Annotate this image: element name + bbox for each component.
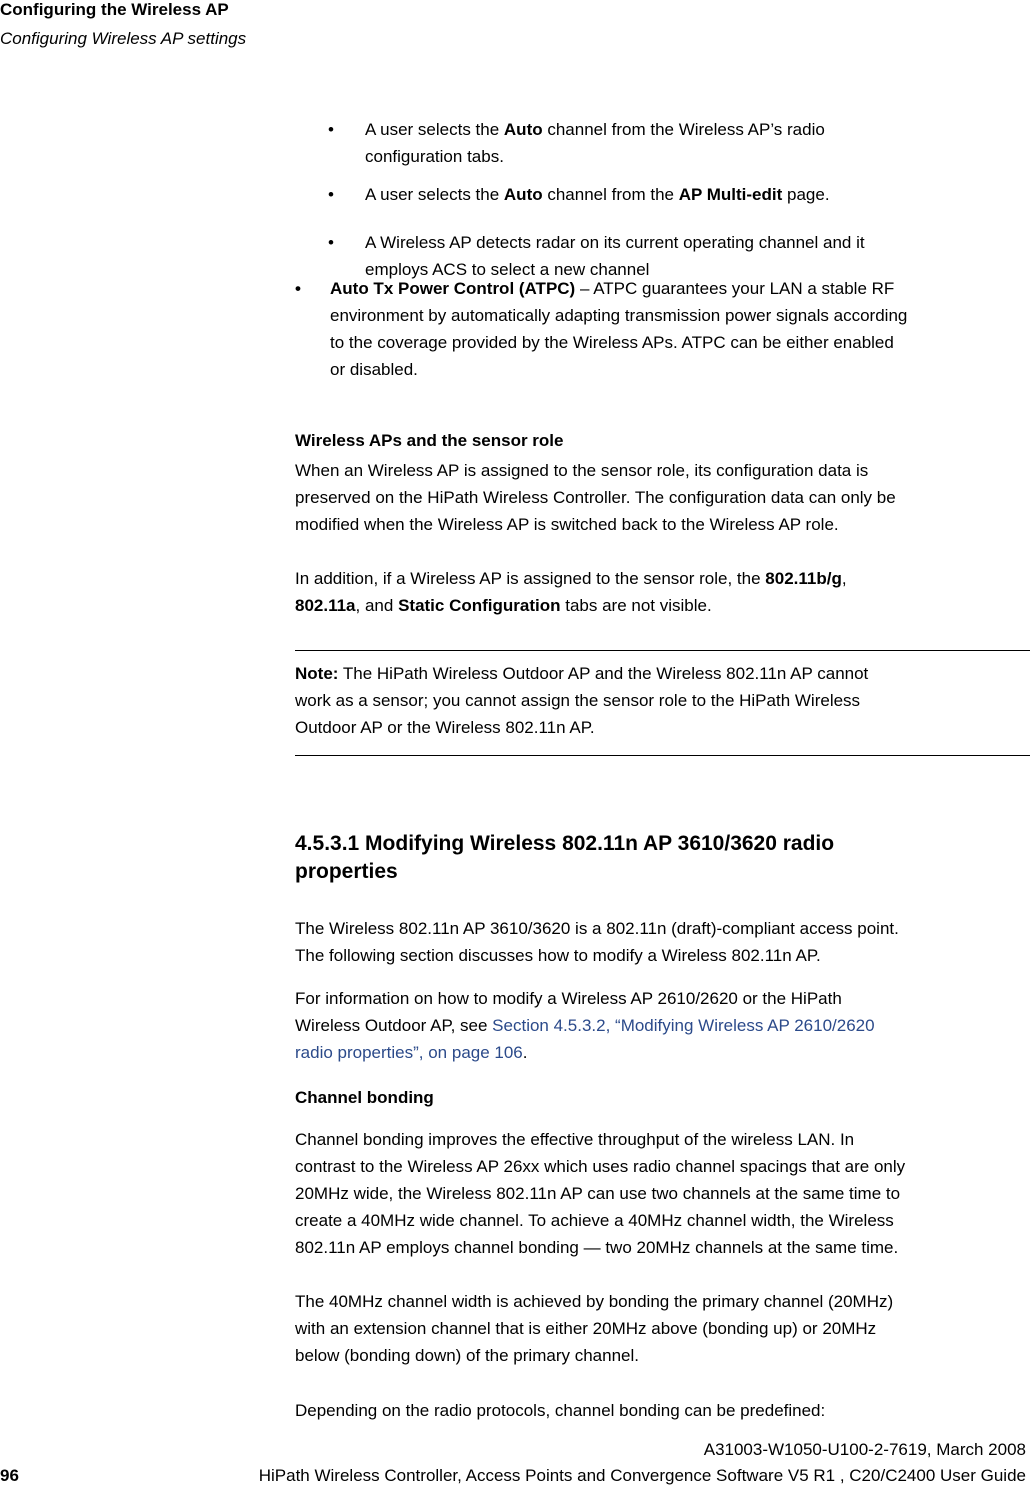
sub-bullet-1-text-mid: channel from the Wireless AP’s radio — [542, 120, 825, 139]
section-p2-period: . — [522, 1043, 528, 1062]
sensor-p1-line-1: When an Wireless AP is assigned to the sensor role, its configuration data is — [295, 461, 869, 480]
bonding-p2-line-2: with an extension channel that is either 20MHz above (bonding up) or 20MHz — [295, 1319, 877, 1338]
bullet-dot: • — [328, 120, 334, 139]
sensor-p2-bold-3: Static Configuration — [398, 596, 561, 615]
note-line-2: work as a sensor; you cannot assign the sensor role to the HiPath Wireless — [295, 691, 861, 710]
running-header-section: Configuring Wireless AP settings — [0, 29, 247, 48]
sensor-paragraph-1 — [295, 457, 1027, 538]
atpc-line-2: environment by automatically adapting transmission power signals according — [330, 306, 908, 325]
atpc-bullet — [295, 275, 1030, 383]
sub-bullet-3-line1: A Wireless AP detects radar on its current operating channel and it — [365, 233, 865, 252]
section-paragraph-1 — [295, 915, 1027, 969]
sub-bullet-2-bold-2: AP Multi-edit — [678, 185, 783, 204]
atpc-line-4: or disabled. — [330, 360, 418, 379]
sub-bullet-2-text: A user selects the — [365, 185, 504, 204]
channel-bonding-heading: Channel bonding — [295, 1088, 434, 1107]
section-heading-line-2: properties — [295, 860, 398, 883]
sensor-p2-end: tabs are not visible. — [560, 596, 712, 615]
footer-document-reference: A31003-W1050-U100-2-7619, March 2008 — [703, 1440, 1026, 1459]
sensor-p2-bold-2: 802.11a — [295, 596, 356, 615]
footer-guide-title: HiPath Wireless Controller, Access Points and Convergence Software V5 R1 , C20/C2400 User Guide — [258, 1466, 1026, 1485]
bonding-p1-line-2: contrast to the Wireless AP 26xx which uses radio channel spacings that are only — [295, 1157, 906, 1176]
sub-bullet-1-text-line2: configuration tabs. — [365, 147, 504, 166]
running-header-chapter: Configuring the Wireless AP — [0, 0, 229, 19]
bonding-p1-line-4: create a 40MHz wide channel. To achieve a 40MHz channel width, the Wireless — [295, 1211, 894, 1230]
bonding-paragraph-1 — [295, 1126, 1027, 1261]
note-bottom-rule — [295, 755, 1030, 756]
bullet-dot: • — [328, 233, 334, 252]
sub-bullet-3-line2: employs ACS to select a new channel — [365, 260, 650, 279]
cross-reference-link-cont[interactable]: radio properties”, on page 106 — [295, 1043, 523, 1062]
bullet-dot: • — [328, 185, 334, 204]
section-p2-line-1: For information on how to modify a Wireless AP 2610/2620 or the HiPath — [295, 989, 842, 1008]
bonding-paragraph-2 — [295, 1288, 1027, 1369]
page-number: 96 — [0, 1466, 19, 1485]
note-label: Note: — [295, 664, 339, 683]
sub-bullet-1-bold: Auto — [503, 120, 543, 139]
section-p2-line-2: Wireless Outdoor AP, see — [295, 1016, 493, 1035]
bonding-p2-line-1: The 40MHz channel width is achieved by bonding the primary channel (20MHz) — [295, 1292, 894, 1311]
bonding-p1-line-3: 20MHz wide, the Wireless 802.11n AP can use two channels at the same time to — [295, 1184, 901, 1203]
bonding-p1-line-5: 802.11n AP employs channel bonding — two 20MHz channels at the same time. — [295, 1238, 899, 1257]
sensor-p1-line-2: preserved on the HiPath Wireless Controller. The configuration data can only be — [295, 488, 896, 507]
sensor-p2-bold-1: 802.11b/g — [765, 569, 842, 588]
bonding-p1-line-1: Channel bonding improves the effective throughput of the wireless LAN. In — [295, 1130, 855, 1149]
section-heading-line-1: 4.5.3.1 Modifying Wireless 802.11n AP 3610/3620 radio — [295, 832, 835, 855]
atpc-line-3: to the coverage provided by the Wireless APs. ATPC can be either enabled — [330, 333, 894, 352]
cross-reference-link[interactable]: Section 4.5.3.2, “Modifying Wireless AP 2610/2620 — [492, 1016, 875, 1035]
atpc-line-1: – ATPC guarantees your LAN a stable RF — [575, 279, 895, 298]
sensor-role-heading: Wireless APs and the sensor role — [295, 431, 564, 450]
note-line-3: Outdoor AP or the Wireless 802.11n AP. — [295, 718, 595, 737]
sub-bullet-2-text-end: page. — [782, 185, 830, 204]
sensor-p2-comma: , — [841, 569, 847, 588]
section-p1-line-1: The Wireless 802.11n AP 3610/3620 is a 802.11n (draft)-compliant access point. — [295, 919, 899, 938]
bonding-p2-line-3: below (bonding down) of the primary channel. — [295, 1346, 639, 1365]
sub-bullet-2 — [328, 181, 1028, 208]
sub-bullet-1 — [328, 116, 1028, 170]
section-paragraph-2 — [295, 985, 1027, 1066]
sub-bullet-2-bold-1: Auto — [503, 185, 543, 204]
sensor-p2-text: In addition, if a Wireless AP is assigned to the sensor role, the — [295, 569, 766, 588]
note-block — [295, 660, 1027, 741]
bonding-paragraph-3: Depending on the radio protocols, channel bonding can be predefined: — [295, 1401, 826, 1420]
note-line-1: The HiPath Wireless Outdoor AP and the Wireless 802.11n AP cannot — [338, 664, 869, 683]
sensor-paragraph-2 — [295, 565, 1027, 619]
sensor-p2-and: , and — [355, 596, 399, 615]
note-top-rule — [295, 650, 1030, 651]
sensor-p1-line-3: modified when the Wireless AP is switched back to the Wireless AP role. — [295, 515, 839, 534]
atpc-bold-term: Auto Tx Power Control (ATPC) — [330, 279, 576, 298]
sub-bullet-1-text: A user selects the — [365, 120, 504, 139]
section-heading — [295, 830, 1027, 886]
sub-bullet-2-text-mid: channel from the — [542, 185, 679, 204]
bullet-dot: • — [295, 279, 301, 298]
section-p1-line-2: The following section discusses how to modify a Wireless 802.11n AP. — [295, 946, 821, 965]
